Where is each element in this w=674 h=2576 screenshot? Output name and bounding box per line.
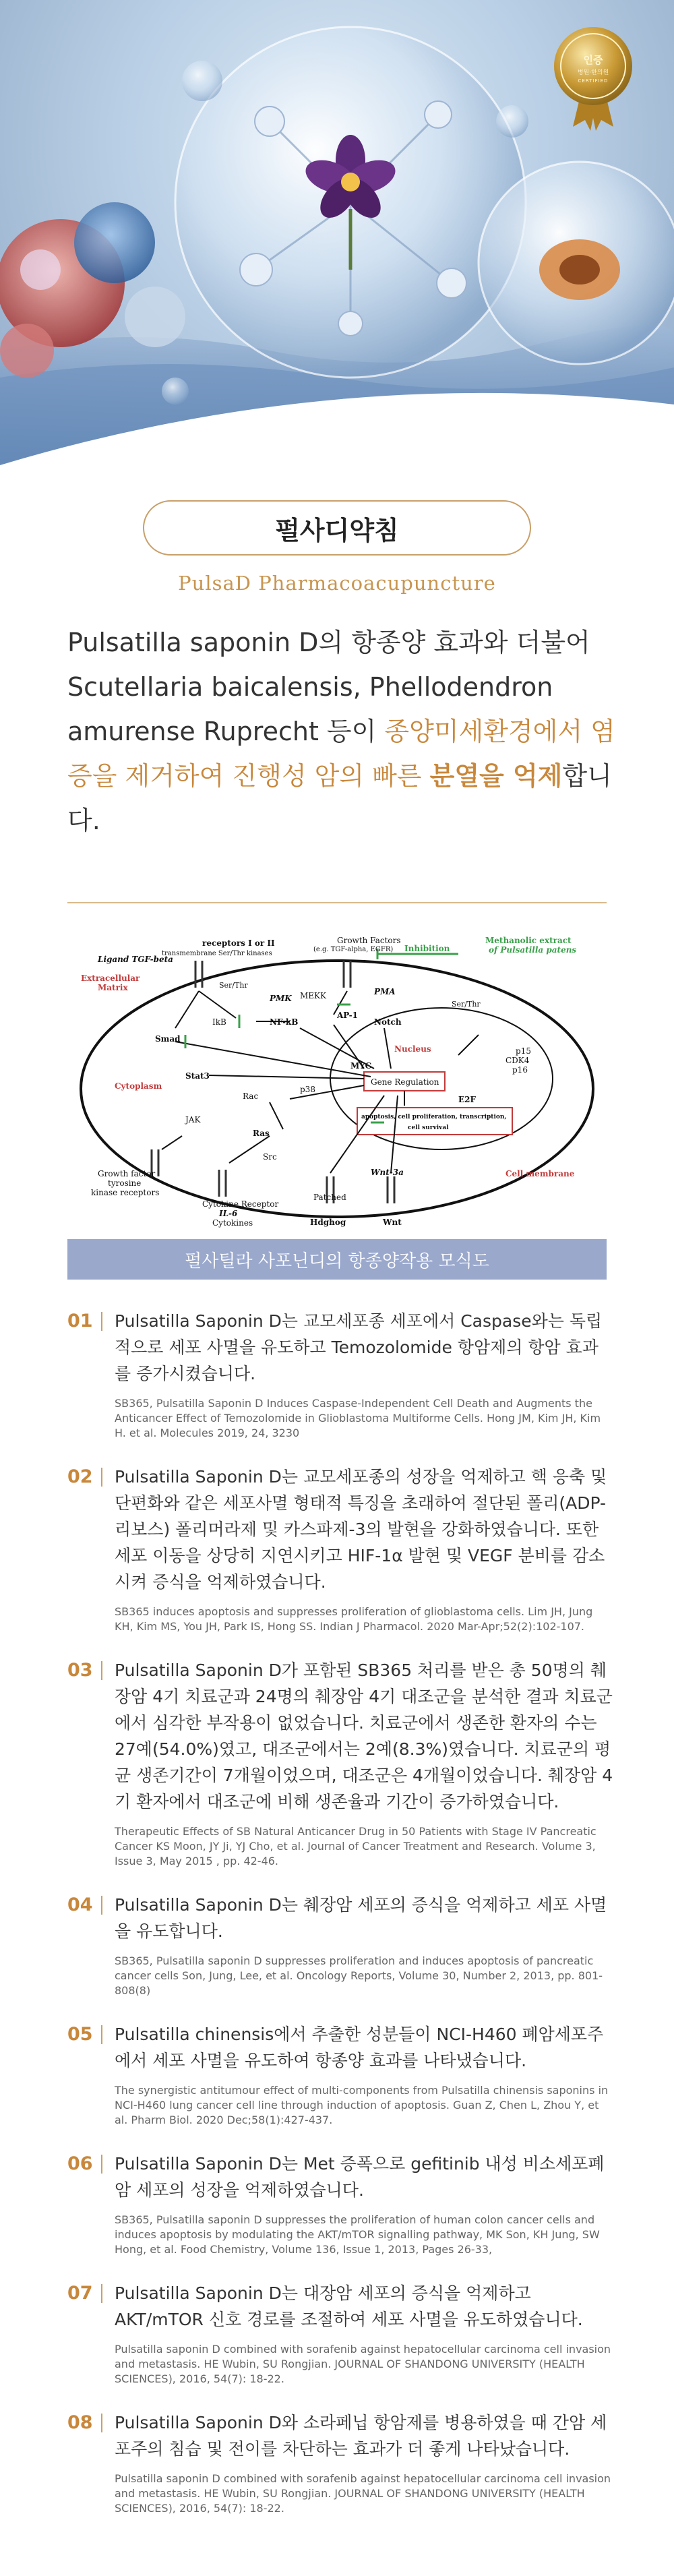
label-extracellular: Extracellular — [81, 974, 140, 983]
badge-line-3: CERTIFIED — [578, 78, 609, 84]
reference-list — [67, 1308, 613, 2539]
badge-line-2: 병원·한의원 — [577, 69, 609, 76]
item-citation: SB365, Pulsatilla Saponin D Induces Caspase-Independent Cell Death and Augments the Anticancer Effect of Temozolomide in Glioblastoma Multiforme Cells. Hong JM, Kim JH, Kim H. et al. Molecules 2019, 24, 3230 — [115, 1397, 601, 1439]
label-ser-thr-2: Ser/Thr — [452, 1000, 481, 1009]
label-p16: p16 — [512, 1065, 528, 1075]
item-citation: SB365, Pulsatilla saponin D suppresses proliferation and induces apoptosis of pancreatic cancer cells Son, Jung, Lee, et al. Oncology Reports, Volume 30, Number 2, 2013, pp. 801-808(8) — [115, 1954, 603, 1997]
label-e2f: E2F — [458, 1095, 477, 1104]
item-number: 03 — [67, 1660, 93, 1681]
label-wnt3a: Wnt-3a — [371, 1168, 404, 1177]
item-number: 06 — [67, 2153, 93, 2174]
label-pmk: PMK — [270, 994, 292, 1003]
item-citation: Pulsatilla saponin D combined with sorafenib against hepatocellular carcinoma cell invasion and metastasis. HE Wubin, SU Rongjian. JOURNAL OF SHANDONG UNIVERSITY (HEALTH SCIENCES), 2016, 54(7): 18-22. — [115, 2343, 611, 2385]
label-tyrosine: tyrosine — [108, 1178, 142, 1188]
intro-paragraph — [67, 620, 620, 843]
label-cell-survival: cell survival — [408, 1125, 449, 1131]
list-item — [67, 2409, 613, 2516]
list-item — [67, 1308, 613, 1441]
item-number: 05 — [67, 2024, 93, 2045]
label-il6: IL-6 — [219, 1209, 238, 1218]
item-citation: Pulsatilla saponin D combined with sorafenib against hepatocellular carcinoma cell invasion and metastasis. HE Wubin, SU Rongjian. JOURNAL OF SHANDONG UNIVERSITY (HEALTH SCIENCES), 2016, 54(7): 18-22. — [115, 2472, 611, 2515]
label-cytoplasm: Cytoplasm — [115, 1081, 162, 1091]
label-ikb: IkB — [212, 1017, 226, 1027]
intro-text-1: Pulsatilla saponin D의 항종양 효과와 더불어 Scutellaria baicalensis, Phellodendron amurense Ruprecht 등이 — [67, 628, 590, 746]
item-separator — [101, 2284, 102, 2303]
label-myc: MYC — [350, 1061, 372, 1071]
label-hdghog: Hdghog — [310, 1218, 346, 1227]
intro-highlight-strong: 분열을 억제 — [429, 761, 563, 791]
label-growth-factors-sub: (e.g. TGF-alpha, EGFR) — [313, 946, 394, 953]
label-pma: PMA — [374, 987, 396, 996]
list-item — [67, 1464, 613, 1634]
label-rac: Rac — [243, 1091, 259, 1101]
label-methanolic: Methanolic extract — [485, 936, 572, 945]
mechanism-diagram — [67, 934, 607, 1230]
list-item — [67, 2021, 613, 2128]
label-inhibition: Inhibition — [404, 944, 450, 953]
page-title: 펄사디약침 — [143, 500, 531, 556]
item-separator — [101, 2025, 102, 2044]
item-text: Pulsatilla chinensis에서 추출한 성분들이 NCI-H460 폐암세포주에서 세포 사멸을 유도하여 항종양 효과를 나타냈습니다. — [115, 2025, 604, 2070]
label-cytokine-receptor: Cytokine Receptor — [202, 1199, 279, 1209]
label-cytokines: Cytokines — [212, 1218, 253, 1228]
label-ser-thr-1: Ser/Thr — [219, 981, 248, 990]
item-separator — [101, 2414, 102, 2432]
item-citation: The synergistic antitumour effect of multi-components from Pulsatilla chinensis saponins in NCI-H460 lung cancer cell line through induction of apoptosis. Guan Z, Chen L, Zhou Y, et al. Pharm Biol. 2020 Dec;58(1):427-437. — [115, 2084, 609, 2126]
label-ap1: AP-1 — [337, 1011, 359, 1020]
label-src: Src — [263, 1152, 277, 1162]
list-item — [67, 2151, 613, 2257]
item-text: Pulsatilla Saponin D는 교모세포종 세포에서 Caspase와는 독립적으로 세포 사멸을 유도하고 Temozolomide 항암제의 항암 효과를 증가시켰습니다. — [115, 1311, 603, 1383]
list-item — [67, 2280, 613, 2387]
label-ligand: Ligand TGF-beta — [98, 955, 173, 964]
item-number: 02 — [67, 1466, 93, 1487]
item-citation: Therapeutic Effects of SB Natural Anticancer Drug in 50 Patients with Stage IV Pancreatic Cancer KS Moon, JY Ji, YJ Cho, et al. Journal of Cancer Treatment and Research. Volume 3, Issue 3, May 2015 , pp. 42-46. — [115, 1825, 596, 1867]
diagram-caption: 펄사틸라 사포닌디의 항종양작용 모식도 — [67, 1239, 607, 1280]
label-receptors-sub: transmembrane Ser/Thr kinases — [162, 950, 272, 957]
item-text: Pulsatilla Saponin D가 포함된 SB365 처리를 받은 총 50명의 췌장암 4기 치료군과 24명의 췌장암 4기 대조군을 분석한 결과 치료군에서 심각한 부작용이 없었습니다. 치료군에서 생존한 환자의 수는 27예(54.0%)였고, 대조군에서는 2예(8.3%)였습니다. 치료군의 평균 생존기간이 7개월이었으며, 대조군은 4개월이었습니다. 췌장암 4기 환자에서 대조군에 비해 생존율과 기간이 증가하였습니다. — [115, 1660, 613, 1811]
label-nucleus: Nucleus — [394, 1044, 431, 1054]
label-matrix: Matrix — [98, 983, 128, 992]
item-separator — [101, 1468, 102, 1487]
label-methanolic-sub: of Pulsatilla patens — [489, 945, 577, 955]
page-subtitle: PulsaD Pharmacoacupuncture — [178, 572, 496, 595]
label-kinase-rec: kinase receptors — [91, 1188, 160, 1197]
intro-highlight: 종양미세환경에서 염증을 제거하여 진행성 암의 빠른 — [67, 717, 615, 791]
item-text: Pulsatilla Saponin D와 소라페닙 항암제를 병용하였을 때 간암 세포주의 침습 및 전이를 차단하는 효과가 더 좋게 나타났습니다. — [115, 2413, 607, 2459]
item-separator — [101, 1896, 102, 1915]
label-growth-factors: Growth Factors — [337, 936, 401, 945]
item-number: 08 — [67, 2412, 93, 2433]
certification-badge — [553, 26, 634, 107]
list-item — [67, 1657, 613, 1869]
item-citation: SB365, Pulsatilla saponin D suppresses the proliferation of human colon cancer cells and induces apoptosis by modulating the AKT/mTOR signalling pathway, MK Son, KH Jung, SW Hong, et al. Food Chemistry, Volume 136, Issue 1, 2013, Pages 26-33, — [115, 2213, 600, 2256]
label-smad: Smad — [155, 1034, 181, 1044]
badge-line-1: 인증 — [583, 54, 603, 66]
item-citation: SB365 induces apoptosis and suppresses proliferation of glioblastoma cells. Lim JH, Jung KH, Kim MS, You JH, Park IS, Hong SS. Indian J Pharmacol. 2020 Mar-Apr;52(2):102-107. — [115, 1605, 593, 1633]
item-number: 01 — [67, 1311, 93, 1331]
label-stat3: Stat3 — [185, 1071, 210, 1081]
label-wnt: Wnt — [383, 1218, 402, 1227]
label-cell-membrane: Cell membrane — [506, 1169, 575, 1178]
list-item — [67, 1892, 613, 1998]
item-number: 04 — [67, 1894, 93, 1915]
label-gene-regulation: Gene Regulation — [371, 1077, 439, 1087]
label-growth-factor-rec: Growth factor — [98, 1169, 156, 1178]
label-ras: Ras — [253, 1129, 270, 1138]
item-separator — [101, 1312, 102, 1331]
item-number: 07 — [67, 2283, 93, 2304]
item-separator — [101, 2155, 102, 2174]
item-separator — [101, 1661, 102, 1680]
item-text: Pulsatilla Saponin D는 교모세포종의 성장을 억제하고 핵 응축 및 단편화와 같은 세포사멸 형태적 특징을 초래하여 절단된 폴리(ADP-리보스) 폴리머라제 및 카스파제-3의 발현을 강화하였습니다. 또한 세포 이동을 상당히 지연시키고 HIF-1α 발현 및 VEGF 분비를 감소시켜 증식을 억제하였습니다. — [115, 1467, 607, 1592]
item-text: Pulsatilla Saponin D는 대장암 세포의 증식을 억제하고 AKT/mTOR 신호 경로를 조절하여 세포 사멸을 유도하였습니다. — [115, 2283, 583, 2329]
item-text: Pulsatilla Saponin D는 Met 증폭으로 gefitinib 내성 비소세포폐암 세포의 성장을 억제하였습니다. — [115, 2154, 605, 2200]
label-p15: p15 — [516, 1046, 531, 1056]
label-mekk: MEKK — [300, 991, 326, 1000]
label-patched: Patched — [313, 1193, 346, 1202]
label-receptors: receptors I or II — [202, 938, 275, 948]
label-jak: JAK — [185, 1115, 201, 1125]
item-text: Pulsatilla Saponin D는 췌장암 세포의 증식을 억제하고 세포 사멸을 유도합니다. — [115, 1895, 607, 1941]
label-cdk4: CDK4 — [506, 1056, 530, 1065]
label-notch: Notch — [374, 1017, 402, 1027]
section-divider — [67, 902, 607, 903]
label-apoptosis: apoptosis, cell proliferation, transcription, — [361, 1114, 507, 1120]
label-p38: p38 — [300, 1085, 315, 1094]
intro-text-end: 합니다. — [67, 761, 612, 835]
hero-banner — [0, 0, 674, 472]
label-nfkb: NF-kB — [270, 1017, 299, 1027]
